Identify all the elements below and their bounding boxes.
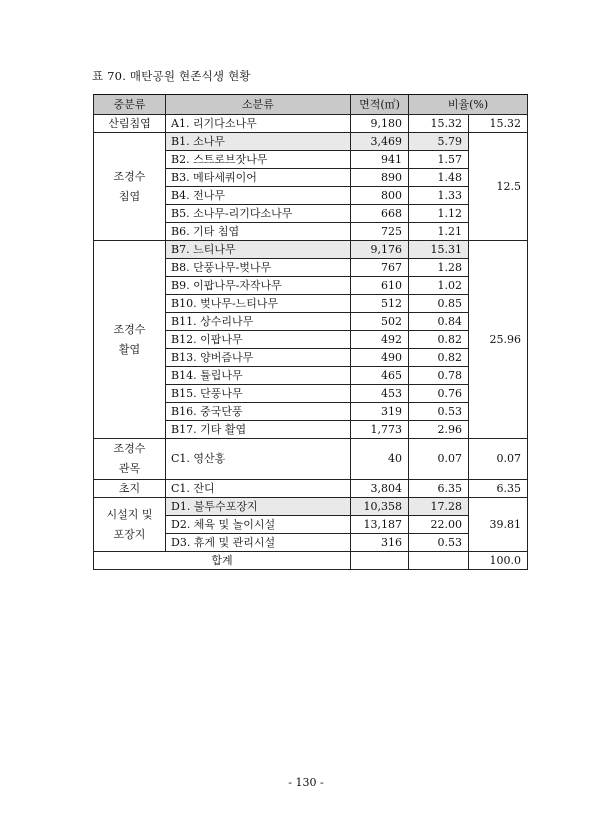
group-label-broadleaf-line2: 활엽 [118, 342, 141, 356]
row-ratio: 1.12 [409, 205, 469, 223]
row-ratio: 0.85 [409, 295, 469, 313]
row-name: B3. 메타세쿼이어 [166, 169, 351, 187]
group-label-conifer-line2: 침엽 [118, 189, 141, 203]
row-name: D2. 체육 및 놀이시설 [166, 516, 351, 534]
row-area: 9,176 [351, 241, 409, 259]
row-name: B14. 튤립나무 [166, 367, 351, 385]
row-name: B1. 소나무 [166, 133, 351, 151]
row-ratio: 17.28 [409, 498, 469, 516]
group-label-grass: 초지 [94, 480, 166, 498]
group-total-shrub: 0.07 [469, 439, 528, 480]
row-name: D1. 불투수포장지 [166, 498, 351, 516]
header-main-category: 중분류 [94, 95, 166, 115]
row-ratio: 22.00 [409, 516, 469, 534]
group-total-broadleaf: 25.96 [469, 241, 528, 439]
row-name: B10. 벚나무-느티나무 [166, 295, 351, 313]
row-area: 3,469 [351, 133, 409, 151]
row-ratio: 0.53 [409, 403, 469, 421]
row-area: 319 [351, 403, 409, 421]
page-number: - 130 - [288, 776, 324, 789]
row-area: 316 [351, 534, 409, 552]
row-area: 610 [351, 277, 409, 295]
table-header-row [94, 95, 528, 115]
group-label-conifer [94, 133, 166, 241]
row-area: 512 [351, 295, 409, 313]
group-total-forest: 15.32 [469, 115, 528, 133]
row-area: 941 [351, 151, 409, 169]
header-sub-category: 소분류 [166, 95, 351, 115]
total-row [94, 552, 528, 570]
row-ratio: 1.48 [409, 169, 469, 187]
table-row [94, 498, 528, 516]
row-ratio: 0.07 [409, 439, 469, 480]
row-area: 490 [351, 349, 409, 367]
group-label-facility-line1: 시설지 및 [106, 507, 153, 521]
table-row [94, 115, 528, 133]
row-name: C1. 잔디 [166, 480, 351, 498]
row-name: B15. 단풍나무 [166, 385, 351, 403]
row-area: 502 [351, 313, 409, 331]
table-row [94, 241, 528, 259]
header-ratio: 비율(%) [409, 95, 528, 115]
row-name: B5. 소나무-리기다소나무 [166, 205, 351, 223]
row-ratio: 6.35 [409, 480, 469, 498]
row-area: 40 [351, 439, 409, 480]
group-total-grass: 6.35 [469, 480, 528, 498]
total-area-empty [351, 552, 409, 570]
row-name: B17. 기타 활엽 [166, 421, 351, 439]
row-area: 890 [351, 169, 409, 187]
group-label-broadleaf-line1: 조경수 [113, 322, 146, 336]
row-ratio: 15.31 [409, 241, 469, 259]
row-ratio: 1.02 [409, 277, 469, 295]
group-label-conifer-line1: 조경수 [113, 169, 146, 183]
row-area: 767 [351, 259, 409, 277]
row-name: B7. 느티나무 [166, 241, 351, 259]
row-ratio: 1.28 [409, 259, 469, 277]
row-ratio: 0.82 [409, 349, 469, 367]
row-name: B16. 중국단풍 [166, 403, 351, 421]
group-label-forest: 산림침엽 [94, 115, 166, 133]
table-row [94, 439, 528, 480]
row-name: B11. 상수리나무 [166, 313, 351, 331]
row-area: 668 [351, 205, 409, 223]
group-label-facility [94, 498, 166, 552]
row-name: B2. 스트로브잣나무 [166, 151, 351, 169]
row-ratio: 1.33 [409, 187, 469, 205]
vegetation-table [93, 94, 528, 570]
row-ratio: 0.82 [409, 331, 469, 349]
row-ratio: 1.57 [409, 151, 469, 169]
row-area: 465 [351, 367, 409, 385]
table-row [94, 133, 528, 151]
table-row [94, 480, 528, 498]
total-ratio-empty [409, 552, 469, 570]
table-caption: 표 70. 매탄공원 현존식생 현황 [92, 69, 251, 83]
row-name: B4. 전나무 [166, 187, 351, 205]
row-ratio: 1.21 [409, 223, 469, 241]
row-ratio: 0.53 [409, 534, 469, 552]
row-area: 453 [351, 385, 409, 403]
row-area: 725 [351, 223, 409, 241]
row-name: B13. 양버즘나무 [166, 349, 351, 367]
row-name: C1. 영산홍 [166, 439, 351, 480]
group-label-shrub-line1: 조경수 [113, 442, 146, 455]
row-ratio: 0.76 [409, 385, 469, 403]
row-ratio: 5.79 [409, 133, 469, 151]
group-label-shrub-line2: 관목 [118, 462, 141, 475]
header-area: 면적(㎡) [351, 95, 409, 115]
row-area: 800 [351, 187, 409, 205]
row-ratio: 2.96 [409, 421, 469, 439]
row-name: B9. 이팝나무-자작나무 [166, 277, 351, 295]
total-value: 100.0 [469, 552, 528, 570]
row-area: 10,358 [351, 498, 409, 516]
row-name: B8. 단풍나무-벚나무 [166, 259, 351, 277]
row-ratio: 15.32 [409, 115, 469, 133]
row-area: 9,180 [351, 115, 409, 133]
row-name: B6. 기타 침엽 [166, 223, 351, 241]
row-name: B12. 이팝나무 [166, 331, 351, 349]
row-area: 3,804 [351, 480, 409, 498]
group-label-broadleaf [94, 241, 166, 439]
row-area: 13,187 [351, 516, 409, 534]
row-name: A1. 리기다소나무 [166, 115, 351, 133]
row-ratio: 0.78 [409, 367, 469, 385]
total-label: 합계 [94, 552, 351, 570]
group-total-conifer: 12.5 [469, 133, 528, 241]
row-area: 492 [351, 331, 409, 349]
row-name: D3. 휴게 및 관리시설 [166, 534, 351, 552]
row-ratio: 0.84 [409, 313, 469, 331]
group-label-shrub [94, 439, 166, 480]
group-total-facility: 39.81 [469, 498, 528, 552]
row-area: 1,773 [351, 421, 409, 439]
group-label-facility-line2: 포장지 [113, 527, 146, 541]
